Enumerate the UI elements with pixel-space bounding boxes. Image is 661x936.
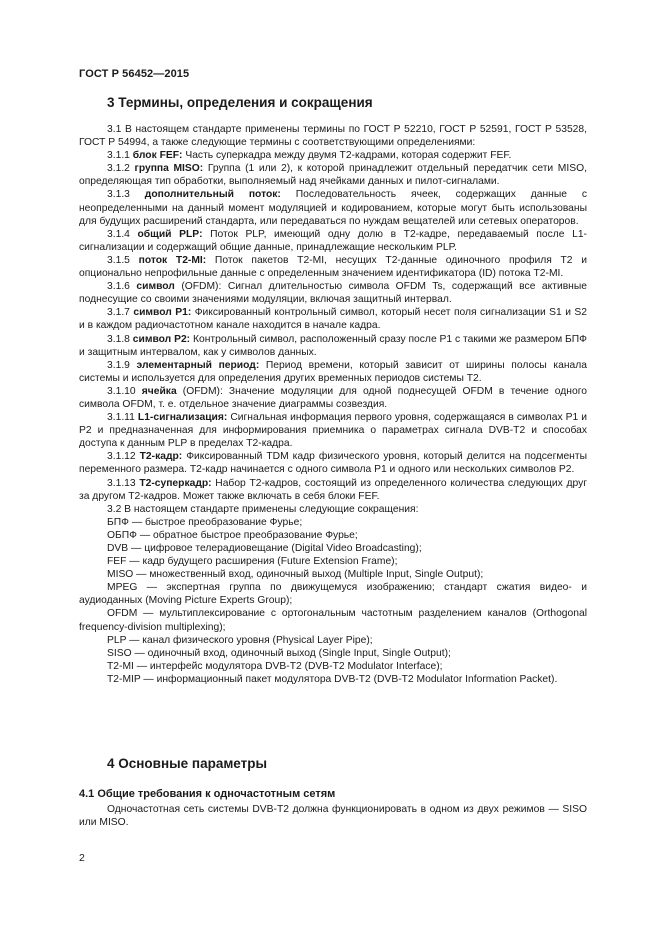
term-item: 3.1.4 общий PLP: Поток PLP, имеющий одну долю в Т2-кадре, передаваемый после L1-сигнализации и содержащий общие данные, принадлежащие нескольким PLP.	[79, 228, 587, 253]
term-name: ячейка	[141, 385, 177, 397]
section-4-heading: 4 Основные параметры	[107, 756, 268, 771]
abbreviation-item: SISO — одиночный вход, одиночный выход (Single Input, Single Output);	[107, 647, 451, 659]
abbreviation-item: OFDM — мультиплексирование с ортогональным частотным разделением каналов (Orthogonal frequency-division multiplexing);	[79, 608, 587, 633]
term-name: символ P1:	[133, 307, 192, 319]
section-3-intro: 3.1 В настоящем стандарте применены термины по ГОСТ Р 52210, ГОСТ Р 52591, ГОСТ Р 53528, ГОСТ Р 54994, а также следующие термины с соответствующими определениями:	[79, 124, 587, 149]
abbreviation-item: FEF — кадр будущего расширения (Future Extension Frame);	[107, 556, 398, 568]
term-item: 3.1.9 элементарный период: Период времени, который зависит от ширины полосы канала системы и используется для определения других временных периодов системы Т2.	[79, 359, 587, 384]
term-item: 3.1.8 символ P2: Контрольный символ, расположенный сразу после P1 с такими же размером БПФ и защитным интервалом, как у символов данных.	[79, 333, 587, 358]
term-item: 3.1.11 L1-сигнализация: Сигнальная информация первого уровня, содержащаяся в символах P1 и P2 и предназначенная для информирования приемника о параметрах сигнала DVB-T2 и способах доступа к данным PLP в пределах Т2-кадра.	[79, 412, 587, 450]
term-name: элементарный период:	[136, 359, 260, 371]
term-name: L1-сигнализация:	[137, 412, 228, 424]
term-item: 3.1.12 Т2-кадр: Фиксированный TDM кадр физического уровня, который делится на подсегменты переменного размера. Т2-кадр начинается с одного символа P1 и одного или нескольких символов P2.	[79, 451, 587, 476]
term-item: 3.1.5 поток Т2-MI: Поток пакетов Т2-MI, несущих Т2-данные одиночного профиля Т2 и опционально непрофильные данные с определенным значением идентификатора (ID) потока Т2-MI.	[79, 254, 587, 280]
term-name: Т2-суперкадр:	[139, 477, 212, 489]
page-number: 2	[79, 852, 85, 864]
term-name: поток Т2-MI:	[138, 254, 207, 266]
abbreviation-item: Т2-MIP — информационный пакет модулятора DVB-T2 (DVB-T2 Modulator Information Packet).	[107, 673, 558, 685]
abbreviation-item: MISO — множественный вход, одиночный выход (Multiple Input, Single Output);	[107, 569, 484, 581]
section-4-1-text: Одночастотная сеть системы DVB-T2 должна функционировать в одном из двух режимов — SISO или MISO.	[79, 804, 587, 829]
term-item: 3.1.13 Т2-суперкадр: Набор Т2-кадров, состоящий из определенного количества следующих друг за другом Т2-кадров. Может также включать в себя блоки FEF.	[79, 477, 587, 502]
term-item: 3.1.6 символ (OFDM): Сигнал длительностью символа OFDM Ts, содержащий все активные поднесущие со своими значениями модуляции, включая защитный интервал.	[79, 281, 587, 306]
section-3-body	[79, 123, 587, 686]
term-item: 3.1.1 блок FEF: Часть суперкадра между двумя Т2-кадрами, которая содержит FEF.	[107, 150, 512, 162]
term-item: 3.1.2 группа MISO: Группа (1 или 2), к которой принадлежит отдельный передатчик сети MISO, определяющая тип обработки, выполняемый над ячейками данных и пилот-сигналами.	[79, 163, 587, 188]
term-item: 3.1.3 дополнительный поток: Последовательность ячеек, содержащих данные с неопределенными на данный момент модуляцией и кодированием, которые могут быть использованы для будущих расширений стандарта, или передаваться по нуждам вещателей или сетевых операторов.	[79, 189, 587, 227]
term-name: блок FEF:	[132, 150, 183, 162]
abbreviation-item: БПФ — быстрое преобразование Фурье;	[107, 516, 303, 528]
section-4-1-heading: 4.1 Общие требования к одночастотным сетям	[79, 788, 336, 800]
term-item: 3.1.7 символ P1: Фиксированный контрольный символ, который несет поля сигнализации S1 и S2 и в каждом радиочастотном канале находится в начале кадра.	[79, 307, 587, 332]
term-item: 3.1.10 ячейка (OFDM): Значение модуляции для одной поднесущей OFDM в течение одного символа OFDM, т. е. отдельное значение диаграммы созвездия.	[79, 385, 587, 410]
document-id-header: ГОСТ Р 56452—2015	[79, 68, 190, 80]
term-name: символ P2:	[132, 333, 191, 345]
term-name: символ	[136, 281, 175, 293]
abbreviations-intro: 3.2 В настоящем стандарте применены следующие сокращения:	[107, 503, 419, 515]
abbreviation-item: PLP — канал физического уровня (Physical Layer Pipe);	[107, 634, 373, 646]
section-3-heading: 3 Термины, определения и сокращения	[107, 95, 373, 110]
term-name: Т2-кадр:	[139, 451, 183, 463]
section-4-body	[79, 803, 587, 829]
term-name: общий PLP:	[137, 228, 203, 240]
term-name: дополнительный поток:	[144, 189, 281, 201]
abbreviation-item: DVB — цифровое телерадиовещание (Digital Video Broadcasting);	[107, 543, 422, 554]
abbreviation-item: Т2-MI — интерфейс модулятора DVB-T2 (DVB-T2 Modulator Interface);	[107, 660, 443, 672]
abbreviation-item: MPEG — экспертная группа по движущемуся изображению; стандарт сжатия видео- и аудиоданных (Moving Picture Experts Group);	[79, 582, 587, 607]
term-name: группа MISO:	[134, 163, 204, 175]
abbreviation-item: ОБПФ — обратное быстрое преобразование Фурье;	[107, 529, 358, 541]
